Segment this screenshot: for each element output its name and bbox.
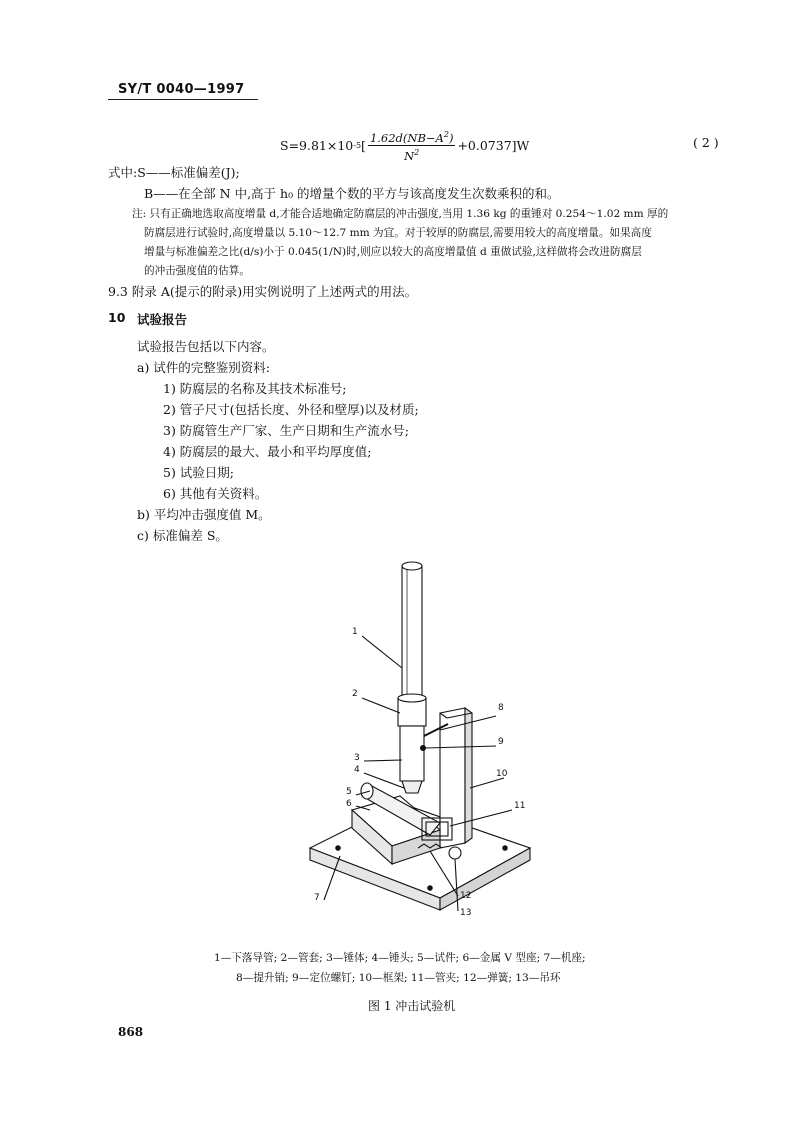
section-9-3: 9.3 附录 A(提示的附录)用实例说明了上述两式的用法。 [108, 284, 418, 299]
callout-5: 5 [346, 787, 352, 797]
figure-title: 图 1 冲击试验机 [368, 999, 456, 1013]
callout-3: 3 [354, 753, 360, 763]
report-a-1: 1) 防腐层的名称及其技术标准号; [163, 381, 347, 396]
equation-number: ( 2 ) [693, 135, 719, 150]
callout-2: 2 [352, 689, 358, 699]
note-line-3: 增量与标准偏差之比(d/s)小于 0.045(1/N)时,则应以较大的高度增量值 d 重做试验,这样做将会改进防腐层 [144, 246, 642, 258]
formula-fraction [368, 128, 456, 163]
report-a-5: 5) 试验日期; [163, 465, 235, 480]
callout-6: 6 [346, 799, 352, 809]
impact-test-machine-figure [290, 548, 550, 928]
formula-exp: -5 [353, 140, 362, 150]
section-10-number: 10 [108, 310, 126, 325]
callout-7: 7 [314, 893, 320, 903]
formula-denominator: $N^2$ [404, 147, 420, 163]
definition-s: 式中:S——标准偏差(J); [108, 165, 240, 180]
callout-1: 1 [352, 627, 358, 637]
formula-2 [280, 128, 529, 163]
callout-12: 12 [460, 891, 472, 901]
formula-tail: +0.0737]W [457, 137, 530, 153]
header-rule [108, 99, 258, 100]
report-a-6: 6) 其他有关资料。 [163, 486, 268, 501]
callout-10: 10 [496, 769, 508, 779]
hammer-body [400, 726, 424, 781]
locating-screw [421, 746, 426, 751]
standard-code: SY/T 0040—1997 [118, 82, 245, 97]
formula-numerator: $1.62d(NB-A^2)$ [369, 130, 454, 145]
figure-legend-line-2: 8—提升销; 9—定位螺钉; 10—框架; 11—管夹; 12—弹簧; 13—吊环 [236, 972, 561, 984]
report-item-c: c) 标准偏差 S。 [137, 528, 228, 543]
note-line-2: 防腐层进行试验时,高度增量以 5.10～12.7 mm 为宜。对于较厚的防腐层,需要用较大的高度增量。如果高度 [144, 227, 652, 239]
callout-13: 13 [460, 908, 472, 918]
report-item-b: b) 平均冲击强度值 M。 [137, 507, 271, 522]
hammer-head [402, 781, 422, 793]
callout-4: 4 [354, 765, 360, 775]
report-item-a: a) 试件的完整鉴别资料: [137, 360, 271, 375]
callout-9: 9 [498, 737, 504, 747]
formula-open: [ [361, 137, 366, 153]
note-line-4: 的冲击强度值的估算。 [144, 265, 250, 277]
page-number: 868 [118, 1025, 144, 1039]
figure-legend-line-1: 1—下落导管; 2—管套; 3—锤体; 4—锤头; 5—试件; 6—金属 V 型座; 7—机座; [214, 952, 586, 964]
callout-8: 8 [498, 703, 504, 713]
report-intro: 试验报告包括以下内容。 [137, 339, 275, 354]
callout-11: 11 [514, 801, 526, 811]
report-a-2: 2) 管子尺寸(包括长度、外径和壁厚)以及材质; [163, 402, 419, 417]
definition-b: B——在全部 N 中,高于 h₀ 的增量个数的平方与该高度发生次数乘积的和。 [144, 186, 560, 201]
report-a-4: 4) 防腐层的最大、最小和平均厚度值; [163, 444, 372, 459]
drop-tube [402, 566, 422, 706]
formula-lhs: S=9.81×10 [280, 137, 354, 153]
section-10-title: 试验报告 [137, 312, 188, 327]
hanging-ring [449, 847, 461, 859]
report-a-3: 3) 防腐管生产厂家、生产日期和生产流水号; [163, 423, 410, 438]
note-line-1: 注: 只有正确地选取高度增量 d,才能合适地确定防腐层的冲击强度,当用 1.36 kg 的重锤对 0.254～1.02 mm 厚的 [132, 208, 669, 220]
